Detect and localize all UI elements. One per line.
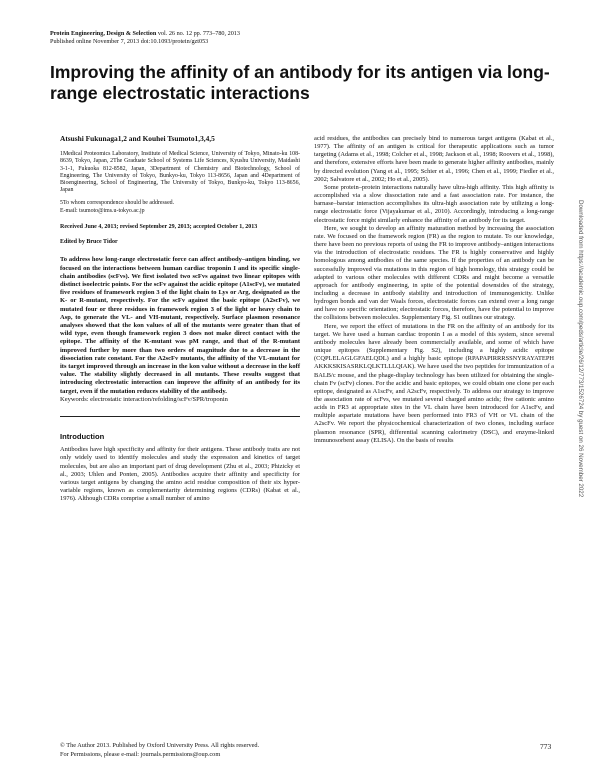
correspondence: 5To whom correspondence should be addressed. [60, 200, 175, 207]
journal-citation: vol. 26 no. 12 pp. 773–780, 2013 [157, 30, 240, 37]
right-column [314, 135, 554, 445]
keywords: Keywords: electrostatic interaction/refolding/scFv/SPR/troponin [60, 395, 228, 403]
abstract: To address how long-range electrostatic force can affect antibody–antigen binding, we focused on the interactions between human cardiac troponin I and its specific single-chain antibodies (scFvs). We first isolated two scFvs against two linear epitopes with distinct isoelectric points. For the scFv against the acidic epitope (A1scFv), we mutated five residues of framework region 3 of the light chain to Lys or Arg, designated as the K- or R-mutant, respectively. For the scFv against the basic epitope (A2scFv), we mutated four or three residues in framework region 3 of the light or heavy chain to Asp, to generate the VL- and VH-mutant, respectively. Surface plasmon resonance analyses showed that the kon values of all of the mutants were greater than that of wild type, even though framework region 3 does not make direct contact with the epitope. The affinity of the K-mutant was pM range, and that of the R-mutant improved further by more than two orders of magnitude due to a decrease in the dissociation rate constant. For the A2scFv mutants, the affinity of the VL-mutant for its target improved through an increase in the kon value without a decrease in the koff value. The stability slightly decreased in all mutants. These results suggest that introducing electrostatic interaction can improve the affinity of an antibody for its target, even if the mutation reduces stability of the antibody. [60, 256, 300, 395]
section-divider [60, 416, 300, 417]
dates: Received June 4, 2013; revised September 29, 2013; accepted October 1, 2013 [60, 223, 258, 230]
page-number: 773 [540, 742, 552, 751]
authors: Atsushi Fukunaga1,2 and Kouhei Tsumoto1,3,4,5 [60, 134, 215, 143]
article-title: Improving the affinity of an antibody for its antigen via long-range electrostatic interactions [50, 62, 550, 103]
affiliations: 1Medical Proteomics Laboratory, Institute of Medical Science, University of Tokyo, Minato-ku 108-8639, Tokyo, Japan, 2The Graduate School of Systems Life Sciences, Kyushu University, Maidashi 3-1-1, Fukuoka 812-8582, Japan, 3Department of Chemistry and Biotechnology, School of Engineering, The University of Tokyo, Bunkyo-ku, Tokyo 113-8656, Japan and 4Department of Bioengineering, School of Engineering, The University of Tokyo, Bunkyo-ku, Tokyo 113-8656, Japan [60, 151, 300, 194]
copyright: © The Author 2013. Published by Oxford University Press. All rights reserved. [60, 742, 260, 749]
introduction-heading: Introduction [60, 432, 105, 442]
right-paragraph-3: Here, we sought to develop an affinity maturation method by increasing the association rate. We focused on the framework region (FR) as the region to mutate. To our knowledge, there have been no previous reports of using the FR to improve antibody–antigen interactions via the introduction of electrostatic residues. The FR is highly conservative and highly homologous among antibodies of the same species. If the properties of an antibody can be successfully improved via mutations in this region of high homology, this strategy could be adapted to various other molecules with different CDRs and might become a versatile approach for antibody engineering, in spite of the potential downsides of the strategy, including a decrease in antibody stability and introduction of immunogenicity. Unlike hydrogen bonds and van der Waals forces, electrostatic forces can extend over a long range and have no specific orientation; electrostatic forces, therefore, have the potential to improve the collisions between molecules. Supplementary Fig. S1 outlines our strategy. [314, 224, 554, 322]
editor: Edited by Bruce Tidor [60, 239, 118, 246]
left-column [60, 135, 300, 503]
journal-name: Protein Engineering, Design & Selection [50, 30, 157, 37]
introduction-paragraph: Antibodies have high specificity and affinity for their antigens. These antibody traits are not only widely used to identify molecules and study the expression and kinetics of target molecules, but are also an important part of drug development (Zhu et al., 2003; Phizicky et al., 2003; Uhlen and Ponten, 2005). Antibodies acquire their affinity and specificity for various target antigens by changing the amino acid residue composition of their six hyper-variable regions, known as complementarity determining regions (CDRs) (Kabat et al., 1976). Although CDRs comprise a small number of amino [60, 446, 300, 503]
journal-header [50, 30, 570, 46]
footer [60, 742, 560, 759]
permissions: For Permissions, please e-mail: journals.permissions@oup.com [60, 750, 221, 758]
email: E-mail: tsumoto@ims.u-tokyo.ac.jp [60, 207, 145, 214]
journal-published: Published online November 7, 2013 doi:10.1093/protein/gzt053 [50, 38, 209, 45]
right-paragraph-2: Some protein–protein interactions naturally have ultra-high affinity. This high affinity is accomplished via a slow dissociation rate and a fast association rate. For instance, the barnase–barstar interaction accomplishes its ultra-high association rate by utilizing a long-range electrostatic force (Vijayakumar et al., 2010). Accordingly, introducing a long-range electrostatic force might similarly enhance the affinity of an antibody for its target. [314, 183, 554, 224]
right-paragraph-4: Here, we report the effect of mutations in the FR on the affinity of an antibody for its target. We have used a human cardiac troponin I as a model of this system, since several antibody molecules have already been commercially available, and some of which have unique epitopes (Supplementary Fig. S2), including a highly acidic epitope (CQPLELAGLGFAELQDL) and a highly basic epitope (RPAPAPIRRRSSNYRAYATEPH AKKKSKISASRKLQLKTLLLQIAK). We have used the two peptides for immunization of a BALB/c mouse, and the phage-display technology has been utilized for obtaining the single-chain Fv (scFv) clones. For the acidic and basic epitopes, we could obtain one clone per each epitope, designated as A1scFv, and A2scFv, respectively. To address our strategy to improve the association rate of scFvs, we mutated several charged amino acids; five cationic amino acids in FR3 at appropriate sites in the VL chain have been introduced for A1scFv, and multiple aspartate mutations have been performed into FR3 of VH or VL chain of the A2scFv. We report the physicochemical characterization of two clones, including surface plasmon resonance (SPR), differential scanning calorimetry (DSC), and enzyme-linked immunosorbent assay (ELISA). On the basis of results [314, 322, 554, 444]
download-watermark[interactable]: Downloaded from https://academic.oup.com/peds/article/26/12/773/1526724 by guest on 26 November 2022 [577, 200, 584, 498]
right-paragraph-1: acid residues, the antibodies can precisely bind to numerous target antigens (Kabat et al., 1977). The affinity of an antigen is critical for therapeutic applications such as tumor targeting (Adams et al., 1998; Colcher et al., 1998; Jackson et al., 1998; Roovers et al., 1998), and therefore, extensive efforts have been made to generate higher affinity antibodies, mainly by directed evolution (Yang et al., 1995; Schier et al., 1996; Chen et al., 1999; Fiedler et al., 2002; Salvatore et al., 2002; Ho et al., 2005). [314, 135, 555, 183]
